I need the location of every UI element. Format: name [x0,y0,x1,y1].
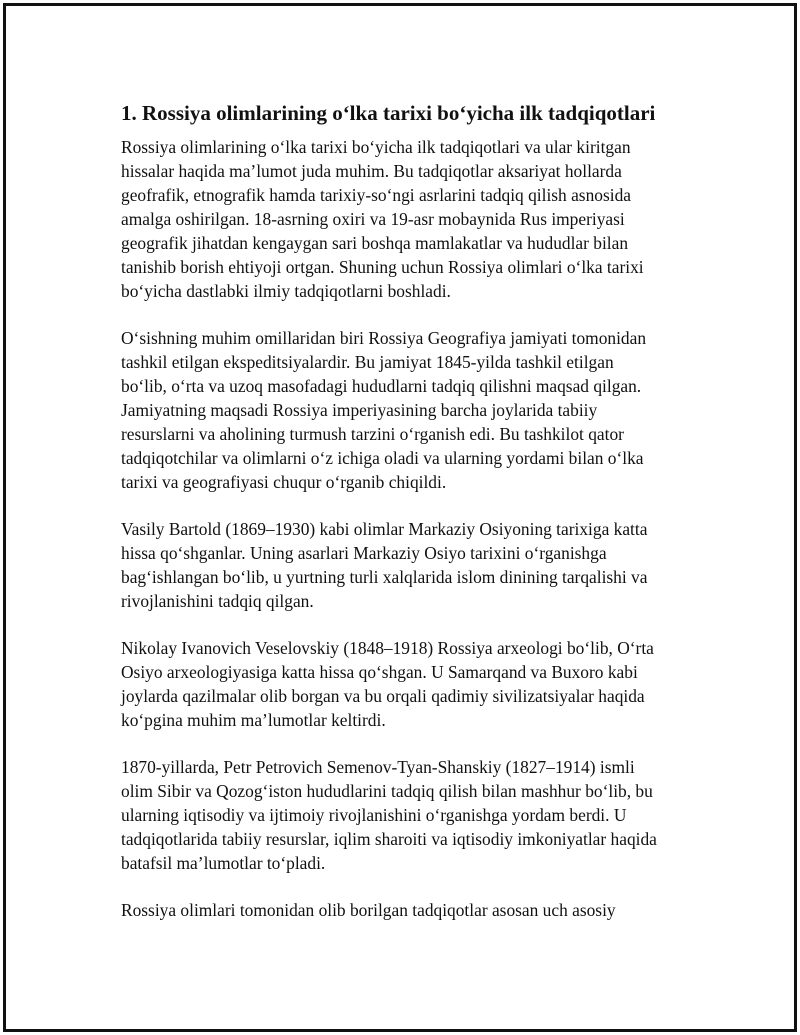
text-line: ularning iqtisodiy va ijtimoiy rivojlanishini o‘rganishga yordam berdi. U [121,805,627,825]
text-line: Jamiyatning maqsadi Rossiya imperiyasining barcha joylarida tabiiy [121,400,598,420]
text-line: tadqiqotchilar va olimlarni o‘z ichiga oladi va ularning yordami bilan o‘lka [121,448,644,468]
text-line: hissa qo‘shganlar. Uning asarlari Markaziy Osiyo tarixini o‘rganishga [121,543,607,563]
paragraph-veselovskiy [121,636,691,732]
paragraph-intro [121,135,691,303]
text-line: 1870-yillarda, Petr Petrovich Semenov-Tyan-Shanskiy (1827–1914) ismli [121,757,635,777]
text-line: tarixi va geografiyasi chuqur o‘rganib chiqildi. [121,472,447,492]
text-line: Rossiya olimlarining o‘lka tarixi bo‘yicha ilk tadqiqotlari va ular kiritgan [121,137,631,157]
text-line: amalga oshirilgan. 18-asrning oxiri va 19-asr mobaynida Rus imperiyasi [121,209,625,229]
text-line: Osiyo arxeologiyasiga katta hissa qo‘shgan. U Samarqand va Buxoro kabi [121,662,638,682]
text-line: bo‘yicha dastlabki ilmiy tadqiqotlarni boshladi. [121,281,451,301]
text-line: Vasily Bartold (1869–1930) kabi olimlar Markaziy Osiyoning tarixiga katta [121,519,648,539]
text-line: geofrafik, etnografik hamda tarixiy-so‘ngi asrlarini tadqiq qilish asnosida [121,185,631,205]
paragraph-geography-society [121,326,691,494]
paragraph-bartold [121,517,691,613]
page-content [121,100,691,945]
text-line: geografik jihatdan kengaygan sari boshqa mamlakatlar va hududlar bilan [121,233,629,253]
page-frame [3,3,797,1032]
text-line: tadqiqotlarida tabiiy resurslar, iqlim sharoiti va iqtisodiy imkoniyatlar haqida [121,829,657,849]
text-line: olim Sibir va Qozog‘iston hududlarini tadqiq qilish bilan mashhur bo‘lib, bu [121,781,653,801]
text-line: rivojlanishini tadqiq qilgan. [121,591,314,611]
text-line: bag‘ishlangan bo‘lib, u yurtning turli xalqlarida islom dinining tarqalishi va [121,567,648,587]
paragraph-closing [121,898,691,922]
section-heading: 1. Rossiya olimlarining o‘lka tarixi bo‘yicha ilk tadqiqotlari [121,101,656,125]
text-line: Rossiya olimlari tomonidan olib borilgan tadqiqotlar asosan uch asosiy [121,900,616,920]
text-line: batafsil ma’lumotlar to‘pladi. [121,853,326,873]
text-line: O‘sishning muhim omillaridan biri Rossiya Geografiya jamiyati tomonidan [121,328,647,348]
text-line: tashkil etilgan ekspeditsiyalardir. Bu jamiyat 1845-yilda tashkil etilgan [121,352,614,372]
text-line: Nikolay Ivanovich Veselovskiy (1848–1918) Rossiya arxeologi bo‘lib, O‘rta [121,638,654,658]
text-line: bo‘lib, o‘rta va uzoq masofadagi hududlarni tadqiq qilishni maqsad qilgan. [121,376,642,396]
paragraph-semenov [121,755,691,875]
text-line: resurslarni va aholining turmush tarzini o‘rganish edi. Bu tashkilot qator [121,424,624,444]
text-line: tanishib borish ehtiyoji ortgan. Shuning uchun Rossiya olimlari o‘lka tarixi [121,257,644,277]
text-line: hissalar haqida ma’lumot juda muhim. Bu tadqiqotlar aksariyat hollarda [121,161,622,181]
text-line: ko‘pgina muhim ma’lumotlar keltirdi. [121,710,386,730]
text-line: joylarda qazilmalar olib borgan va bu orqali qadimiy sivilizatsiyalar haqida [121,686,645,706]
